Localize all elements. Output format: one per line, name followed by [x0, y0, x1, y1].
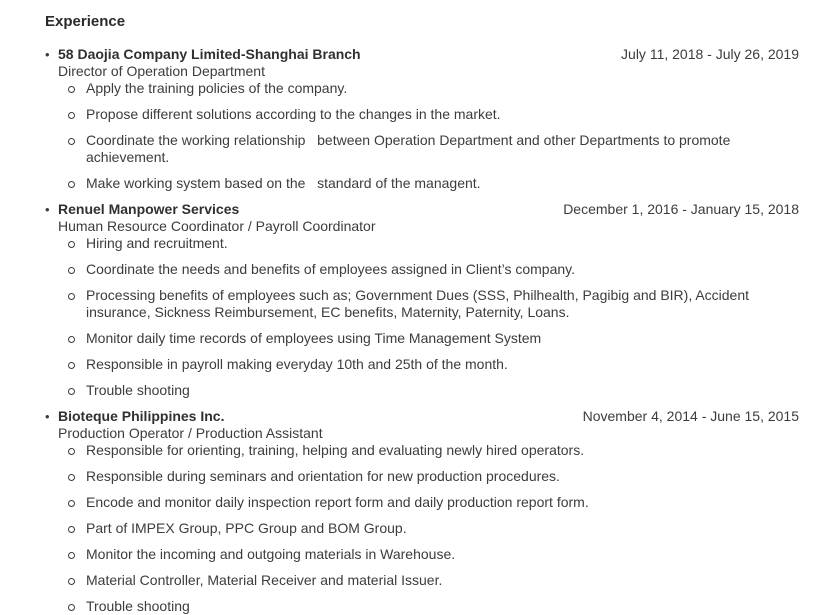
duty-item	[68, 132, 799, 166]
circle-bullet-icon	[68, 578, 75, 585]
duty-item	[68, 80, 799, 97]
duty-text: Trouble shooting	[86, 598, 190, 614]
circle-bullet-icon	[68, 138, 75, 145]
duty-item	[68, 494, 799, 511]
job-entry	[45, 46, 799, 192]
circle-bullet-icon	[68, 552, 75, 559]
job-header	[45, 46, 799, 63]
duties-list	[45, 235, 799, 399]
duty-text: Responsible for orienting, training, helping and evaluating newly hired operators.	[86, 442, 585, 458]
circle-bullet-icon	[68, 241, 75, 248]
duty-item	[68, 356, 799, 373]
duty-text: Make working system based on the standard of the managent.	[86, 175, 481, 191]
duty-item	[68, 382, 799, 399]
duty-text: Material Controller, Material Receiver and material Issuer.	[86, 572, 443, 588]
circle-bullet-icon	[68, 604, 75, 611]
disc-bullet-icon: •	[45, 202, 50, 217]
duties-list	[45, 80, 799, 192]
duty-item	[68, 442, 799, 459]
company-name: 58 Daojia Company Limited-Shanghai Branch	[58, 46, 361, 62]
disc-bullet-icon: •	[45, 47, 50, 62]
duty-item	[68, 468, 799, 485]
circle-bullet-icon	[68, 448, 75, 455]
circle-bullet-icon	[68, 86, 75, 93]
job-title: Human Resource Coordinator / Payroll Coordinator	[58, 218, 376, 234]
date-range: December 1, 2016 - January 15, 2018	[563, 201, 799, 217]
job-header	[45, 408, 799, 425]
circle-bullet-icon	[68, 181, 75, 188]
duty-text: Trouble shooting	[86, 382, 190, 398]
circle-bullet-icon	[68, 500, 75, 507]
circle-bullet-icon	[68, 293, 75, 300]
date-range: July 11, 2018 - July 26, 2019	[621, 46, 799, 62]
date-range: November 4, 2014 - June 15, 2015	[582, 408, 799, 424]
job-header	[45, 201, 799, 218]
duty-item	[68, 261, 799, 278]
duty-text: Propose different solutions according to the changes in the market.	[86, 106, 501, 122]
duty-item	[68, 572, 799, 589]
duty-text: Coordinate the working relationship between Operation Department and other Departments to promote achievement.	[86, 132, 735, 165]
job-title: Production Operator / Production Assistant	[58, 425, 323, 441]
duty-item	[68, 175, 799, 192]
duty-text: Encode and monitor daily inspection report form and daily production report form.	[86, 494, 589, 510]
duty-text: Monitor the incoming and outgoing materials in Warehouse.	[86, 546, 456, 562]
circle-bullet-icon	[68, 267, 75, 274]
duty-item	[68, 520, 799, 537]
duty-item	[68, 598, 799, 615]
company-name: Bioteque Philippines Inc.	[58, 408, 225, 424]
duty-text: Coordinate the needs and benefits of employees assigned in Client’s company.	[86, 261, 576, 277]
job-entry	[45, 201, 799, 399]
section-heading: Experience	[45, 13, 126, 30]
duty-text: Responsible during seminars and orientation for new production procedures.	[86, 468, 560, 484]
circle-bullet-icon	[68, 112, 75, 119]
duty-item	[68, 106, 799, 123]
disc-bullet-icon: •	[45, 409, 50, 424]
duty-text: Hiring and recruitment.	[86, 235, 228, 251]
circle-bullet-icon	[68, 474, 75, 481]
job-title: Director of Operation Department	[58, 63, 265, 79]
duty-text: Processing benefits of employees such as; Government Dues (SSS, Philhealth, Pagibig and BIR), Accident insurance, Sickness Reimbursement, EC benefits, Maternity, Paternity, Loans.	[86, 287, 753, 320]
duty-text: Part of IMPEX Group, PPC Group and BOM Group.	[86, 520, 407, 536]
duty-text: Monitor daily time records of employees using Time Management System	[86, 330, 542, 346]
duty-item	[68, 287, 799, 321]
duty-text: Responsible in payroll making everyday 10th and 25th of the month.	[86, 356, 508, 372]
duty-item	[68, 330, 799, 347]
duties-list	[45, 442, 799, 615]
duty-item	[68, 546, 799, 563]
duty-text: Apply the training policies of the company.	[86, 80, 348, 96]
circle-bullet-icon	[68, 336, 75, 343]
company-name: Renuel Manpower Services	[58, 201, 240, 217]
duty-item	[68, 235, 799, 252]
job-entry	[45, 408, 799, 615]
circle-bullet-icon	[68, 388, 75, 395]
circle-bullet-icon	[68, 362, 75, 369]
circle-bullet-icon	[68, 526, 75, 533]
